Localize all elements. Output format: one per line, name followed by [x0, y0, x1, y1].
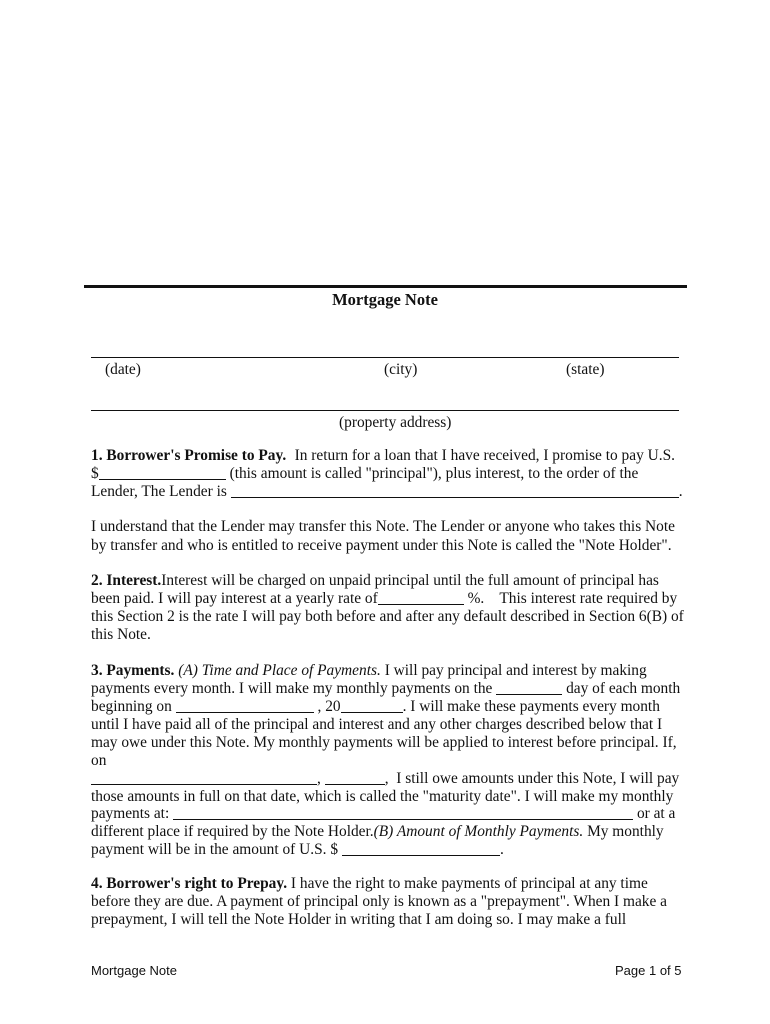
transfer-line1: I understand that the Lender may transfer this Note. The Lender or anyone who takes this Note [91, 518, 675, 535]
section4-line1: 4. Borrower's right to Prepay. I have the right to make payments of principal at any time [91, 875, 648, 892]
section3-line4: until I have paid all of the principal and interest and any other charges described below that I [91, 716, 663, 733]
top-rule [84, 285, 687, 288]
lender-name-field[interactable] [231, 483, 679, 498]
section3-heading: 3. Payments. [91, 662, 175, 679]
section1-line1: 1. Borrower's Promise to Pay. In return for a loan that I have received, I promise to pay U.S. [91, 447, 675, 464]
beginning-year-field[interactable] [341, 698, 403, 713]
interest-rate-field[interactable] [378, 590, 464, 605]
section3-line7: , , I still owe amounts under this Note, I will pay [91, 770, 679, 788]
transfer-line2: by transfer and who is entitled to receive payment under this Note is called the "Note Holder". [91, 537, 672, 554]
footer-title: Mortgage Note [91, 963, 177, 978]
maturity-year-field[interactable] [325, 770, 385, 785]
section1-line2: $ (this amount is called "principal"), plus interest, to the order of the [91, 465, 639, 482]
section2-line3: this Section 2 is the rate I will pay both before and after any default described in Section 6(B) of [91, 608, 684, 625]
section3-subheading-a: (A) Time and Place of Payments. [178, 662, 381, 679]
section2-line1: 2. Interest. Interest will be charged on unpaid principal until the full amount of principal has [91, 572, 659, 589]
section3-line10: different place if required by the Note Holder.(B) Amount of Monthly Payments. My monthly [91, 823, 664, 840]
beginning-date-field[interactable] [176, 698, 314, 713]
state-label: (state) [566, 361, 605, 378]
section3-line3: beginning on , 20 . I will make these payments every month [91, 698, 660, 715]
date-label: (date) [105, 361, 141, 378]
section2-line4: this Note. [91, 626, 151, 643]
section4-heading: 4. Borrower's right to Prepay. [91, 875, 288, 892]
document-title: Mortgage Note [332, 290, 438, 309]
payment-address-field[interactable] [173, 805, 633, 820]
principal-amount-field[interactable] [99, 465, 226, 480]
section3-line6: on [91, 752, 107, 769]
property-address-label: (property address) [339, 414, 452, 431]
section3-line9: payments at: or at a [91, 805, 676, 822]
page-number: Page 1 of 5 [615, 963, 682, 978]
section3-line8: those amounts in full on that date, which is called the "maturity date". I will make my monthly [91, 788, 674, 805]
section3-line11: payment will be in the amount of U.S. $ . [91, 841, 504, 858]
section3-line2: payments every month. I will make my monthly payments on the day of each month [91, 680, 681, 697]
section2-heading: 2. Interest. [91, 572, 162, 589]
monthly-payment-field[interactable] [342, 841, 500, 856]
section1-line3: Lender, The Lender is . [91, 483, 683, 500]
maturity-date-field[interactable] [91, 770, 317, 785]
section4-line2: before they are due. A payment of principal only is known as a "prepayment". When I make a [91, 893, 667, 910]
section3-line1: 3. Payments. (A) Time and Place of Payments. I will pay principal and interest by making [91, 662, 647, 679]
section1-heading: 1. Borrower's Promise to Pay. [91, 447, 287, 464]
section2-line2: been paid. I will pay interest at a yearly rate of %. This interest rate required by [91, 590, 678, 607]
section4-line3: prepayment, I will tell the Note Holder in writing that I am doing so. I may make a full [91, 911, 627, 928]
property-address-line [91, 410, 679, 411]
section3-line5: may owe under this Note. My monthly payments will be applied to interest before principal. If, [91, 734, 677, 751]
payment-day-field[interactable] [496, 680, 562, 695]
city-label: (city) [384, 361, 418, 378]
date-city-state-line [91, 357, 679, 358]
section3-subheading-b: (B) Amount of Monthly Payments. [373, 823, 584, 840]
